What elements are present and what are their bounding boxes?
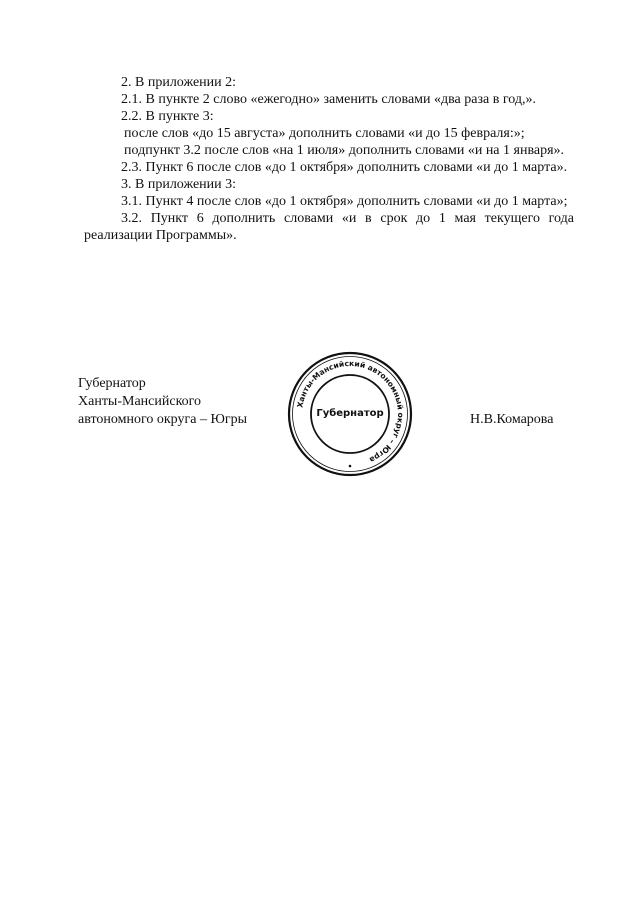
paragraph-2-1: 2.1. В пункте 2 слово «ежегодно» заменить словами «два раза в год,».	[121, 92, 536, 107]
paragraph-3-2: 3.2. Пункт 6 дополнить словами «и в срок до 1 мая текущего года реализации Программы».	[84, 211, 574, 243]
signatory-title-line: автономного округа – Югры	[78, 412, 247, 427]
paragraph-2-3: 2.3. Пункт 6 после слов «до 1 октября» дополнить словами «и до 1 марта».	[121, 160, 568, 175]
document-body	[84, 74, 574, 244]
seal-center-text: Губернатор	[316, 408, 384, 419]
paragraph-appendix-3: 3. В приложении 3:	[121, 177, 237, 192]
signatory-title-line: Ханты-Мансийского	[78, 394, 202, 409]
paragraph-2-2-a: после слов «до 15 августа» дополнить словами «и до 15 февраля:»;	[124, 126, 525, 141]
signatory-name: Н.В.Комарова	[470, 412, 554, 427]
signatory-title	[78, 375, 247, 429]
seal-ring-text: Ханты-Мансийский автономный округ – Югра	[295, 358, 406, 465]
paragraph-2-2-b: подпункт 3.2 после слов «на 1 июля» дополнить словами «и на 1 января».	[124, 143, 565, 158]
paragraph-2-2: 2.2. В пункте 3:	[121, 109, 214, 124]
official-seal	[286, 350, 414, 478]
paragraph-3-1: 3.1. Пункт 4 после слов «до 1 октября» дополнить словами «и до 1 марта»;	[121, 194, 568, 209]
paragraph-appendix-2: 2. В приложении 2:	[121, 75, 237, 90]
signatory-title-line: Губернатор	[78, 376, 146, 391]
